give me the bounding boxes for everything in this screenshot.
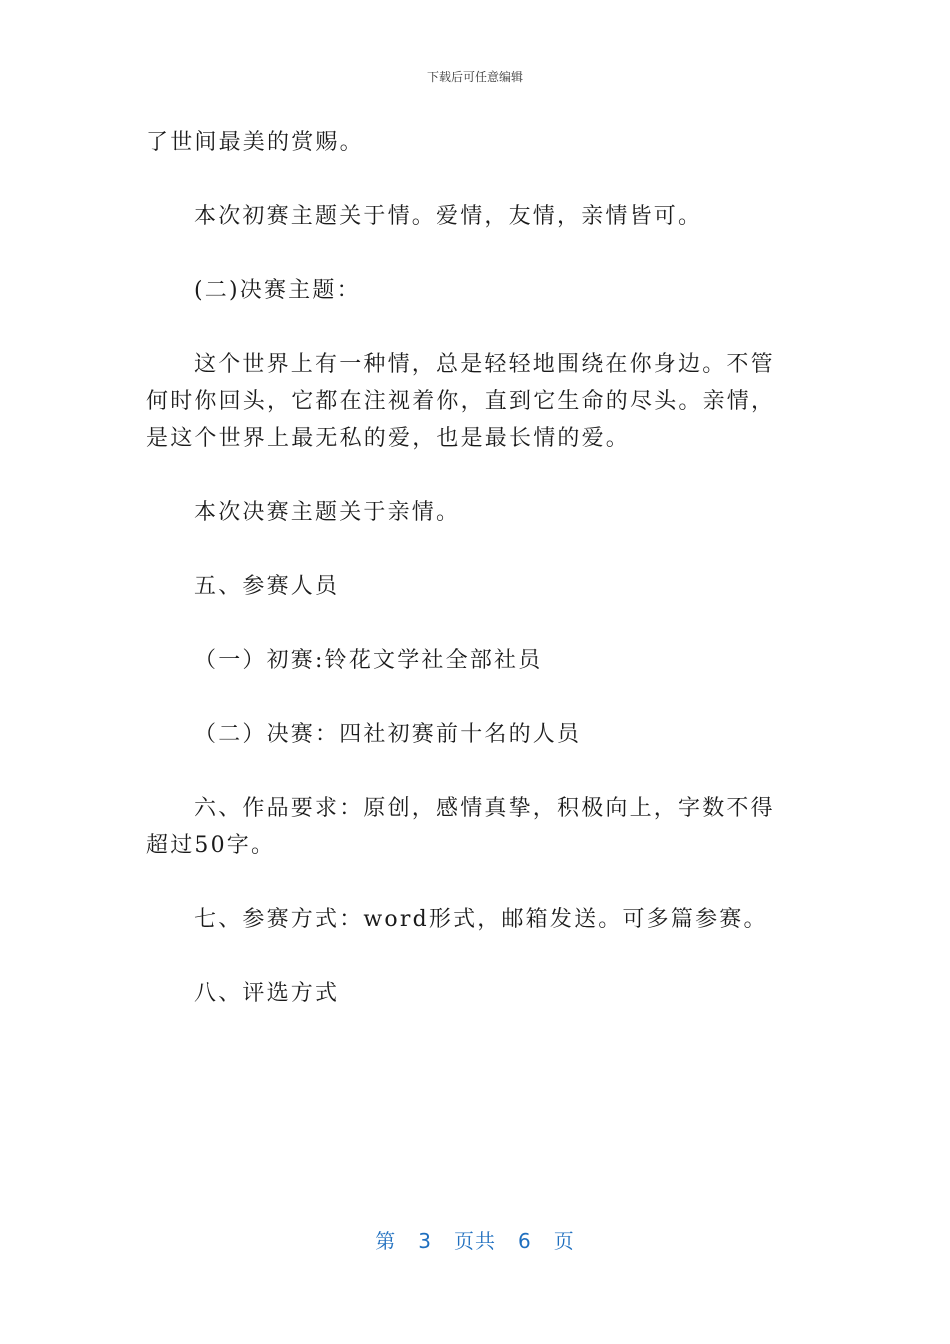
section-heading-8: 八、评选方式	[194, 981, 340, 1006]
section-heading-5: 五、参赛人员	[194, 574, 340, 599]
footer-middle: 页共	[454, 1229, 496, 1253]
page-footer	[0, 1225, 950, 1254]
paragraph-2: 本次初赛主题关于情。爱情，友情，亲情皆可。	[194, 204, 703, 229]
paragraph-8: （二）决赛：四社初赛前十名的人员	[194, 722, 582, 747]
footer-prefix: 第	[375, 1229, 397, 1253]
footer-suffix: 页	[553, 1229, 575, 1253]
document-body	[146, 124, 796, 1049]
paragraph-3: (二)决赛主题：	[194, 278, 361, 303]
paragraph-4: 这个世界上有一种情，总是轻轻地围绕在你身边。不管何时你回头，它都在注视着你，直到它生命的尽头。亲情，是这个世界上最无私的爱，也是最长情的爱。	[146, 352, 776, 451]
footer-total-pages: 6	[518, 1229, 532, 1253]
paragraph-7: （一）初赛:铃花文学社全部社员	[194, 648, 543, 673]
paragraph-5: 本次决赛主题关于亲情。	[194, 500, 461, 525]
section-heading-7: 七、参赛方式：word形式，邮箱发送。可多篇参赛。	[194, 907, 768, 932]
section-heading-6: 六、作品要求：原创，感情真挚，积极向上，字数不得超过50字。	[146, 796, 775, 858]
footer-current-page: 3	[418, 1229, 432, 1253]
paragraph-1: 了世间最美的赏赐。	[146, 130, 364, 155]
header-note: 下载后可任意编辑	[426, 70, 523, 84]
